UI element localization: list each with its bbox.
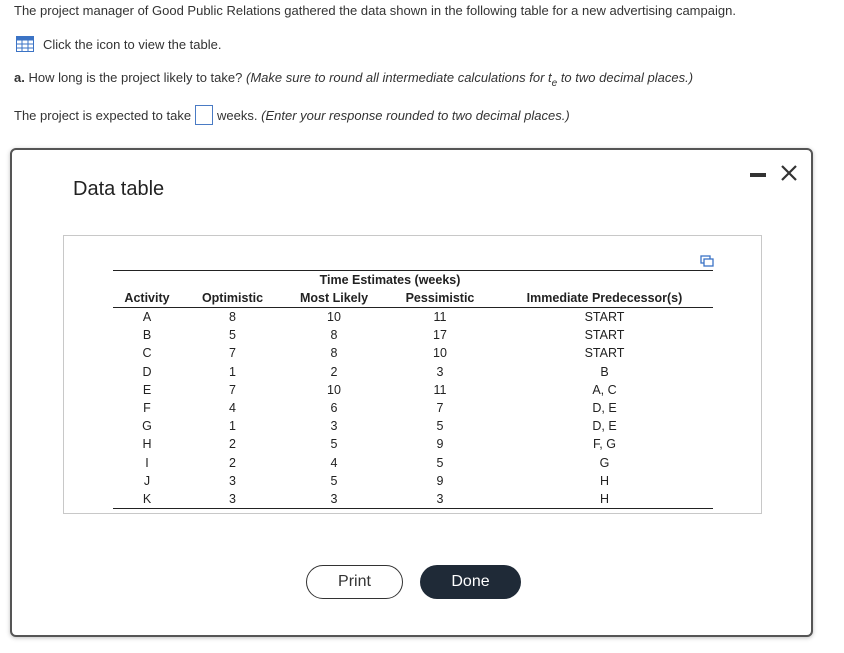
table-cell: 2 xyxy=(330,364,338,379)
table-cell: 8 xyxy=(330,328,338,343)
table-cell: 5 xyxy=(330,437,338,452)
table-cell: 10 xyxy=(327,310,341,325)
answer-instruction: (Enter your response rounded to two decimal places.) xyxy=(261,107,570,123)
table-cell: 3 xyxy=(181,490,284,509)
table-row xyxy=(113,363,713,381)
table-cell: F xyxy=(143,401,151,416)
table-grid-icon[interactable] xyxy=(16,36,34,52)
group-header: Time Estimates (weeks) xyxy=(284,271,496,290)
table-row xyxy=(113,454,713,472)
table-cell: 3 xyxy=(229,473,236,488)
table-body xyxy=(113,308,713,509)
column-header: Most Likely xyxy=(284,289,384,308)
table-cell: H xyxy=(496,490,713,509)
view-table-link[interactable] xyxy=(16,36,221,52)
part-label: a. xyxy=(14,70,25,85)
table-cell: K xyxy=(113,490,181,509)
copy-icon[interactable] xyxy=(700,255,714,267)
table-cell: 3 xyxy=(384,490,496,509)
table-cell: A, C xyxy=(592,382,617,397)
table-cell: 9 xyxy=(436,473,444,488)
table-cell: 4 xyxy=(229,401,236,416)
dialog-title: Data table xyxy=(73,178,165,200)
table-cell: START xyxy=(584,328,625,343)
table-cell: H xyxy=(142,437,152,452)
table-cell: 17 xyxy=(433,328,447,343)
table-cell: B xyxy=(600,364,609,379)
table-row xyxy=(113,308,713,327)
table-row xyxy=(113,399,713,417)
table-cell: G xyxy=(599,455,610,470)
table-cell: 3 xyxy=(330,419,338,434)
table-cell: A xyxy=(142,310,152,325)
view-table-text[interactable]: Click the icon to view the table. xyxy=(43,36,222,52)
close-icon[interactable] xyxy=(778,162,800,184)
table-cell: B xyxy=(142,328,152,343)
question-intro: The project manager of Good Public Relations gathered the data shown in the following table for a new advertising campaign. xyxy=(14,3,736,18)
data-table xyxy=(113,270,713,509)
table-row xyxy=(113,344,713,362)
table-cell: 5 xyxy=(229,328,236,343)
table-cell: 1 xyxy=(229,364,236,379)
table-cell: 10 xyxy=(327,382,341,397)
table-frame xyxy=(63,235,762,514)
table-cell: 11 xyxy=(433,382,447,397)
table-cell: 7 xyxy=(436,401,444,416)
table-row xyxy=(113,381,713,399)
table-cell: D, E xyxy=(592,401,617,416)
table-cell: H xyxy=(599,473,610,488)
column-header: Activity xyxy=(113,289,181,308)
table-cell: G xyxy=(142,419,152,434)
table-cell: 3 xyxy=(284,490,384,509)
column-header: Pessimistic xyxy=(384,289,496,308)
part-question-text: How long is the project likely to take? xyxy=(28,70,243,85)
column-header: Optimistic xyxy=(181,289,284,308)
table-cell: J xyxy=(143,473,151,488)
table-row xyxy=(113,472,713,490)
table-cell: 8 xyxy=(229,310,236,325)
column-header: Immediate Predecessor(s) xyxy=(496,289,713,308)
answer-input[interactable] xyxy=(195,105,213,125)
table-cell: 3 xyxy=(436,364,444,379)
answer-suffix: weeks. xyxy=(217,107,258,123)
table-cell: 7 xyxy=(229,382,236,397)
table-cell: START xyxy=(584,310,625,325)
table-cell: E xyxy=(142,382,152,397)
table-cell: 9 xyxy=(436,437,444,452)
answer-line xyxy=(14,105,570,125)
minimize-icon[interactable] xyxy=(750,173,766,177)
table-cell: 7 xyxy=(229,346,236,361)
table-cell: 11 xyxy=(433,310,447,325)
part-instruction: (Make sure to round all intermediate calculations for $t_e$ to two decimal places.) xyxy=(245,70,694,89)
table-cell: 2 xyxy=(229,437,236,452)
table-row xyxy=(113,435,713,453)
table-cell: 8 xyxy=(330,346,338,361)
table-cell: 5 xyxy=(436,455,444,470)
table-cell: 5 xyxy=(330,473,338,488)
table-row xyxy=(113,490,713,509)
table-cell: START xyxy=(584,346,625,361)
print-button[interactable]: Print xyxy=(306,565,403,599)
table-row xyxy=(113,417,713,435)
table-cell: 4 xyxy=(330,455,338,470)
done-button[interactable]: Done xyxy=(420,565,521,599)
part-a-question xyxy=(14,70,693,89)
table-cell: D, E xyxy=(592,419,617,434)
table-cell: D xyxy=(142,364,152,379)
table-cell: C xyxy=(142,346,152,361)
table-cell: F, G xyxy=(593,437,616,452)
table-row xyxy=(113,326,713,344)
data-table-dialog xyxy=(10,148,813,637)
table-cell: 10 xyxy=(433,346,447,361)
table-cell: I xyxy=(145,455,149,470)
table-cell: 6 xyxy=(330,401,338,416)
answer-prefix: The project is expected to take xyxy=(14,107,192,123)
table-cell: 5 xyxy=(436,419,444,434)
table-cell: 2 xyxy=(229,455,236,470)
table-cell: 1 xyxy=(229,419,236,434)
